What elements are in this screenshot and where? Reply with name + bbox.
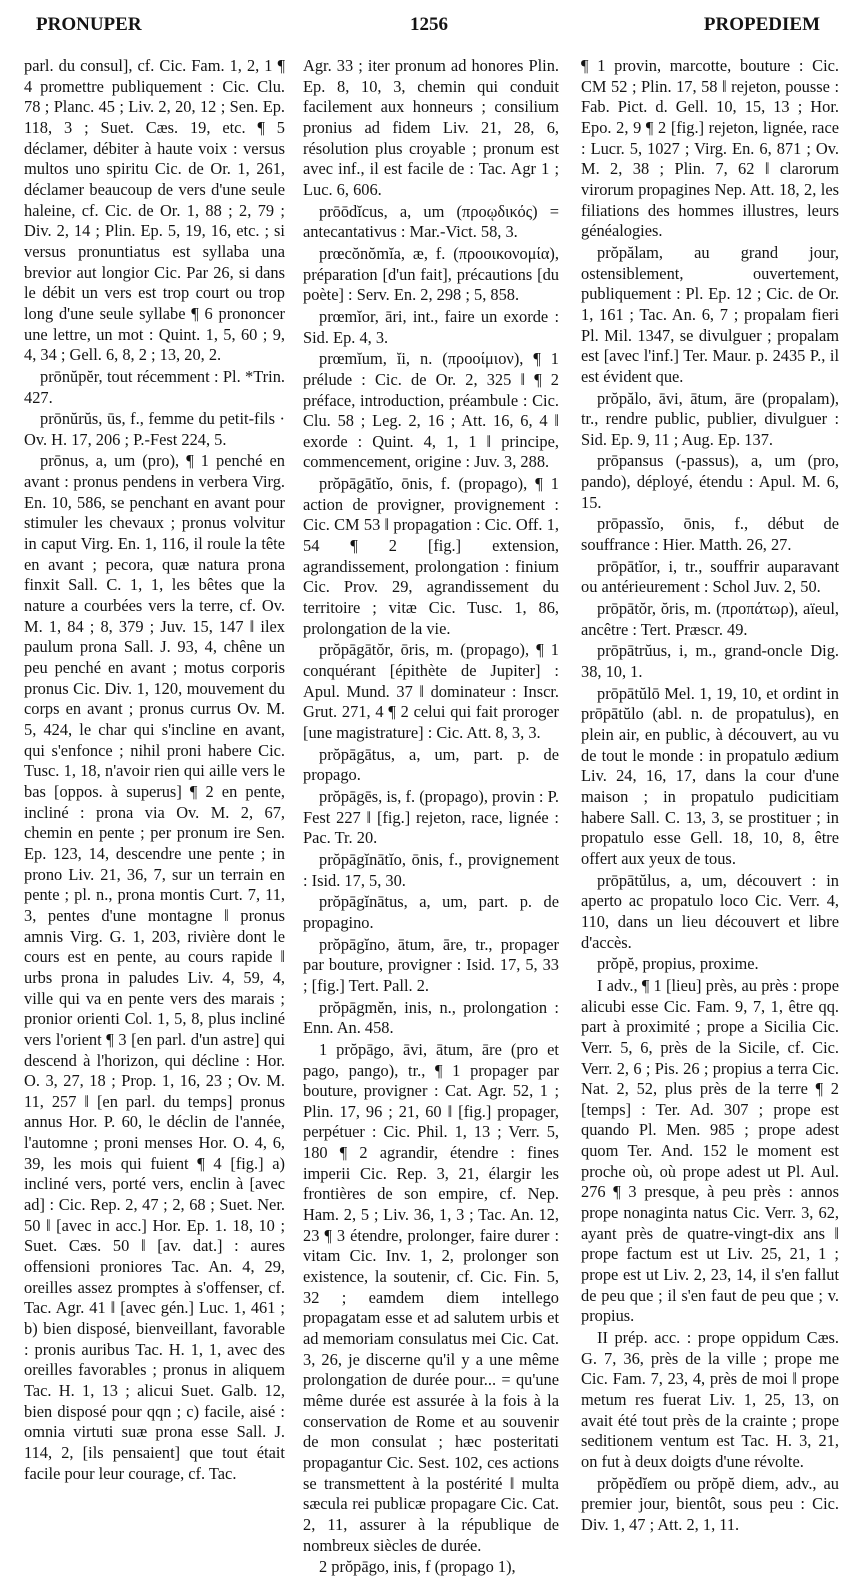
header-first-entry: PRONUPER <box>36 14 142 35</box>
entry-pronuper: prōnŭpĕr, tout récemment : Pl. *Trin. 427. <box>24 366 285 407</box>
entry-propago-2: 2 prŏpāgo, inis, f (propago 1), <box>319 1557 516 1577</box>
entry-pronus: prōnus, a, um (pro), ¶ 1 penché en avant : pronus pendens in verbera Virg. En. 10, 586, se penchant en avant pour stimuler les chevaux ; pronus volvitur in caput Virg. En. 1, 116, il roule la tête en avant ; pecora, quæ natura prona finxit Sall. C. 1, 1, les bêtes que la nature a courbées vers la terre, cf. Ov. M. 1, 84 ; 8, 379 ; Juv. 15, 147 ‖ ilex paulum prona Sall. J. 93, 4, chêne un peu penché en avant ; motus corporis pronus Cic. Div. 1, 120, mouvement du corps en avant ; pronus currus Ov. M. 5, 424, le char qui s'incline en avant, qui s'enfonce ; nihil proni habere Cic. Tusc. 1, 18, n'avoir rien qui aille vers le bas [oppos. à superus] ¶ 2 en pente, incliné : prona via Ov. M. 2, 67, chemin en pente ; per pronum ire Sen. Ep. 123, 14, descendre une pente ; in prono Liv. 21, 36, 7, sur un terrain en pente ; pl. n., prona montis Curt. 7, 11, 3, pentes d'une montagne ‖ pronus amnis Virg. G. 1, 203, rivière dont le cours est en pente, au cours rapide ‖ urbs prona in paludes Liv. 4, 59, 4, ville qui va en pente vers des marais ; pronior orienti Col. 1, 5, 8, plus incliné vers l'orient ¶ 3 [en parl. d'un astre] qui descend à l'horizon, qui décline : Hor. O. 3, 27, 18 ; Prop. 1, 16, 23 ; Ov. M. 11, 257 ‖ [en parl. du temps] pronus annus Hor. P. 60, le déclin de l'année, l'automne ; proni menses Hor. O. 4, 6, 39, les mois qui fuient ¶ 4 [fig.] a) incliné vers, porté vers, enclin à [avec ad] : Cic. Rep. 2, 47 ; 2, 68 ; Suet. Ner. 50 ‖ [avec in acc.] Hor. Ep. 1. 18, 10 ; Suet. Cæs. 50 ‖ [av. dat.] : aures offensioni proniores Tac. An. 4, 29, oreilles assez promptes à s'offenser, cf. Tac. Agr. 41 ‖ [avec gén.] Luc. 1, 461 ; b) bien disposé, bienveillant, favorable : pronis auribus Tac. H. 1, 1, avec des oreilles favorables ; pronus in aliquem Tac. H. 1, 13 ; alicui Suet. Galb. 12, bien disposé pour qqn ; c) facile, aisé : omnia virtuti suæ prona esse Sall. J. 114, 2, [ils pensaient] que tout était facile pour leur courage, cf. Tac. <box>24 451 285 1483</box>
entry-propaginatio: prŏpāgĭnātĭo, ōnis, f., provignement : Isid. 17, 5, 30. <box>303 849 559 890</box>
entry-proemium: prœmĭum, ĭi, n. (προοίμιον), ¶ 1 prélude : Cic. de Or. 2, 325 ‖ ¶ 2 préface, introduction, préambule : Cic. Clu. 58 ; Leg. 2, 16 ; Att. 16, 6, 4 ‖ exorde : Quint. 4, 1, 1 ‖ principe, commencement, origine : Juv. 3, 288. <box>303 349 559 472</box>
entry-propalam: prŏpălam, au grand jour, ostensiblement, ouvertement, publiquement : Pl. Ep. 12 ; Cic. de Or. 1, 161 ; Tac. An. 6, 7 ; propalam fieri Pl. Mil. 1347, se divulguer ; propalam est [avec l'inf.] Ter. Maur. p. 2435 P., il est évident que. <box>581 242 839 386</box>
column-left <box>24 56 285 1483</box>
header-last-entry: PROPEDIEM <box>703 14 820 35</box>
entry-propagino: prŏpāgĭno, ātum, āre, tr., propager par bouture, provigner : Isid. 17, 5, 33 ; [fig.] Tert. Pall. 2. <box>303 934 559 995</box>
entry-propaginatus: prŏpāgĭnātus, a, um, part. p. de propagino. <box>303 892 559 932</box>
entry-propalo: prŏpălo, āvi, ātum, āre (propalam), tr., rendre public, publier, divulguer : Sid. Ep. 9, 11 ; Aug. Ep. 137. <box>581 388 839 449</box>
entry-propatior: prōpātĭor, i, tr., souffrir auparavant ou antérieurement : Schol Juv. 2, 50. <box>581 556 839 597</box>
entry-propatulo: prōpātŭlō Mel. 1, 19, 10, et ordint in prōpātŭlo (abl. n. de propatulus), en plein air, en public, à découvert, au vu de tout le monde : in propatulo ædium Liv. 24, 16, 17, dans la cour d'une maison ; in propatulo pudicitiam habere Sall. C. 13, 3, se prostituer ; in propatulo esse Gell. 18, 10, 8, être offert aux yeux de tous. <box>581 683 839 868</box>
entry-propator: prōpātŏr, ŏris, m. (προπάτωρ), aïeul, ancêtre : Tert. Præscr. 49. <box>581 599 839 639</box>
entry-proodicus: prōōdĭcus, a, um (προῳδικός) = antecantativus : Mar.-Vict. 58, 3. <box>303 201 559 242</box>
entry-proemior: prœmĭor, āri, int., faire un exorde : Sid. Ep. 4, 3. <box>303 306 559 347</box>
entry-continuation: Agr. 33 ; iter pronum ad honores Plin. Ep. 8, 10, 3, chemin qui conduit facilement aux honneurs ; consilium pronius ad fidem Liv. 21, 28, 6, résolution plus croyable ; pronum est avec inf., il est facile de : Tac. Agr 1 ; Luc. 6, 606. <box>303 56 559 199</box>
entry-propansus: prōpansus (-passus), a, um (pro, pando), déployé, étendu : Apul. M. 6, 15. <box>581 451 839 512</box>
page-number: 1256 <box>410 14 448 35</box>
entry-prope-preposition: II prép. acc. : prope oppidum Cæs. G. 7, 36, près de la ville ; prope me Cic. Fam. 7, 23, 4, près de moi ‖ prope metum res fuerat Liv. 1, 25, 13, on avait été tout près de la crainte ; prope seditionem ventum est Tac. H. 3, 21, on fut à deux doigts d'une révolte. <box>581 1328 839 1471</box>
entry-propages: prŏpāgēs, is, f. (propago), provin : P. Fest 227 ‖ [fig.] rejeton, race, lignée : Pac. Tr. 20. <box>303 786 559 848</box>
page-header <box>0 14 858 40</box>
entry-propagatus: prŏpāgātus, a, um, part. p. de propago. <box>303 744 559 785</box>
entry-propatulus: prōpātŭlus, a, um, découvert : in aperto ac propatulo loco Cic. Verr. 4, 110, dans un lieu découvert et libre d'accès. <box>581 870 839 952</box>
entry-propassio: prōpassĭo, ōnis, f., début de souffrance : Hier. Matth. 26, 27. <box>581 514 839 555</box>
entry-propatruus: prōpātrŭus, i, m., grand-oncle Dig. 38, 10, 1. <box>581 641 839 682</box>
entry-propagmen: prŏpāgmĕn, inis, n., prolongation : Enn. An. 458. <box>303 997 559 1038</box>
entry-propagatio: prŏpāgātĭo, ōnis, f. (propago), ¶ 1 action de provigner, provignement : Cic. CM 53 ‖ propagation : Cic. Off. 1, 54 ¶ 2 [fig.] extension, agrandissement, prolongation : finium Cic. Prov. 29, agrandissement du territoire ; vitæ Cic. Tusc. 1, 86, prolongation de la vie. <box>303 474 559 638</box>
entry-continuation: ¶ 1 provin, marcotte, bouture : Cic. CM 52 ; Plin. 17, 58 ‖ rejeton, pousse : Fab. Pict. d. Gell. 10, 15, 13 ; Hor. Epo. 2, 9 ¶ 2 [fig.] rejeton, lignée, race : Lucr. 5, 1027 ; Virg. En. 6, 871 ; Ov. M. 2, 38 ; Plin. 7, 62 ‖ clarorum virorum propagines Nep. Att. 18, 2, les filiations des hommes illustres, leurs généalogies. <box>581 56 839 241</box>
entry-propagator: prŏpāgātŏr, ōris, m. (propago), ¶ 1 conquérant [épithète de Jupiter] : Apul. Mund. 37 ‖ dominateur : Inscr. Grut. 271, 4 ¶ 2 celui qui fait proroger [une magistrature] : Cic. Att. 8, 3, 3. <box>303 640 559 742</box>
entry-proeconomia: prœcŏnŏmĭa, æ, f. (προοικονομία), préparation [d'un fait], précautions [du poète] : Serv. En. 2, 298 ; 5, 858. <box>303 243 559 305</box>
entry-prope-adverb: I adv., ¶ 1 [lieu] près, au près : prope alicubi esse Cic. Fam. 9, 7, 1, être qq. part à proximité ; prope a Sicilia Cic. Verr. 5, 6, près de la Sicile, cf. Cic. Verr. 2, 6 ; Pis. 26 ; propius a terra Cic. Nat. 2, 52, plus près de la terre ¶ 2 [temps] : Ter. Ad. 307 ; prope est quando Pl. Men. 985 ; prope adest quom Ter. And. 152 le moment est proche où, où prope adest ut Pl. Aul. 276 ¶ 3 presque, à peu près : annos prope nonaginta natus Cic. Verr. 3, 62, ayant près de quatre-vingt-dix ans ‖ prope factum est ut Liv. 25, 21, 1 ; prope est ut Liv. 2, 23, 14, il s'en fallut de peu que ; il s'en faut de peu que ; v. propius. <box>581 975 839 1326</box>
entry-continuation: parl. du consul], cf. Cic. Fam. 1, 2, 1 ¶ 4 promettre publiquement : Cic. Clu. 78 ; Planc. 45 ; Liv. 2, 20, 12 ; Sen. Ep. 118, 3 ; Suet. Cæs. 19, etc. ¶ 5 déclamer, débiter à haute voix : versus multos uno spiritu Cic. de Or. 1, 261, déclamer beaucoup de vers d'une seule haleine, cf. Cic. de Or. 1, 88 ; 2, 79 ; Div. 2, 14 ; Plin. Ep. 5, 19, 16, etc. ; si versus pronuntiatus est syllaba una brevior aut longior Cic. Par 26, si dans le débit un vers est trop court ou trop long d'une seule syllabe ¶ 6 prononcer une lettre, un mot : Quint. 1, 5, 60 ; 9, 4, 34 ; Gell. 6, 8, 2 ; 13, 20, 2. <box>24 56 285 365</box>
column-right <box>581 56 839 1534</box>
entry-prope: prŏpĕ, propius, proxime. <box>597 954 759 974</box>
column-middle <box>303 56 559 1577</box>
entry-propago-1: 1 prŏpāgo, āvi, ātum, āre (pro et pago, pango), tr., ¶ 1 propager par bouture, provigner : Cat. Agr. 52, 1 ; Plin. 17, 96 ; 21, 60 ‖ [fig.] propager, perpétuer : Cic. Phil. 1, 13 ; Verr. 5, 180 ¶ 2 agrandir, étendre : fines imperii Cic. Rep. 3, 21, élargir les frontières de son empire, cf. Nep. Ham. 2, 5 ; Liv. 36, 1, 3 ; Tac. An. 12, 23 ¶ 3 étendre, prolonger, faire durer : vitam Cic. Inv. 1, 2, prolonger son existence, la soutenir, cf. Cic. Fin. 5, 32 ; eamdem diem intellego propagatam esse et ad salutem urbis et ad memoriam consulatus mei Cic. Cat. 3, 26, je discerne qu'il y a une même prolongation de durée pour... = qu'une même durée est assurée à la fois à la conservation de Rome et au souvenir de mon consulat ; hæc posteritati propagantur Cic. Sest. 102, ces actions se transmettent à la postérité ‖ multa sæcula rei publicæ propagare Cic. Cat. 2, 11, assurer à la république de nombreux siècles de durée. <box>303 1039 559 1555</box>
entry-propediem: prŏpĕdĭem ou prŏpĕ diem, adv., au premier jour, bientôt, sous peu : Cic. Div. 1, 47 ; Att. 2, 1, 11. <box>581 1473 839 1534</box>
entry-pronurus: prōnŭrŭs, ūs, f., femme du petit-fils · Ov. H. 17, 206 ; P.-Fest 224, 5. <box>24 409 285 449</box>
